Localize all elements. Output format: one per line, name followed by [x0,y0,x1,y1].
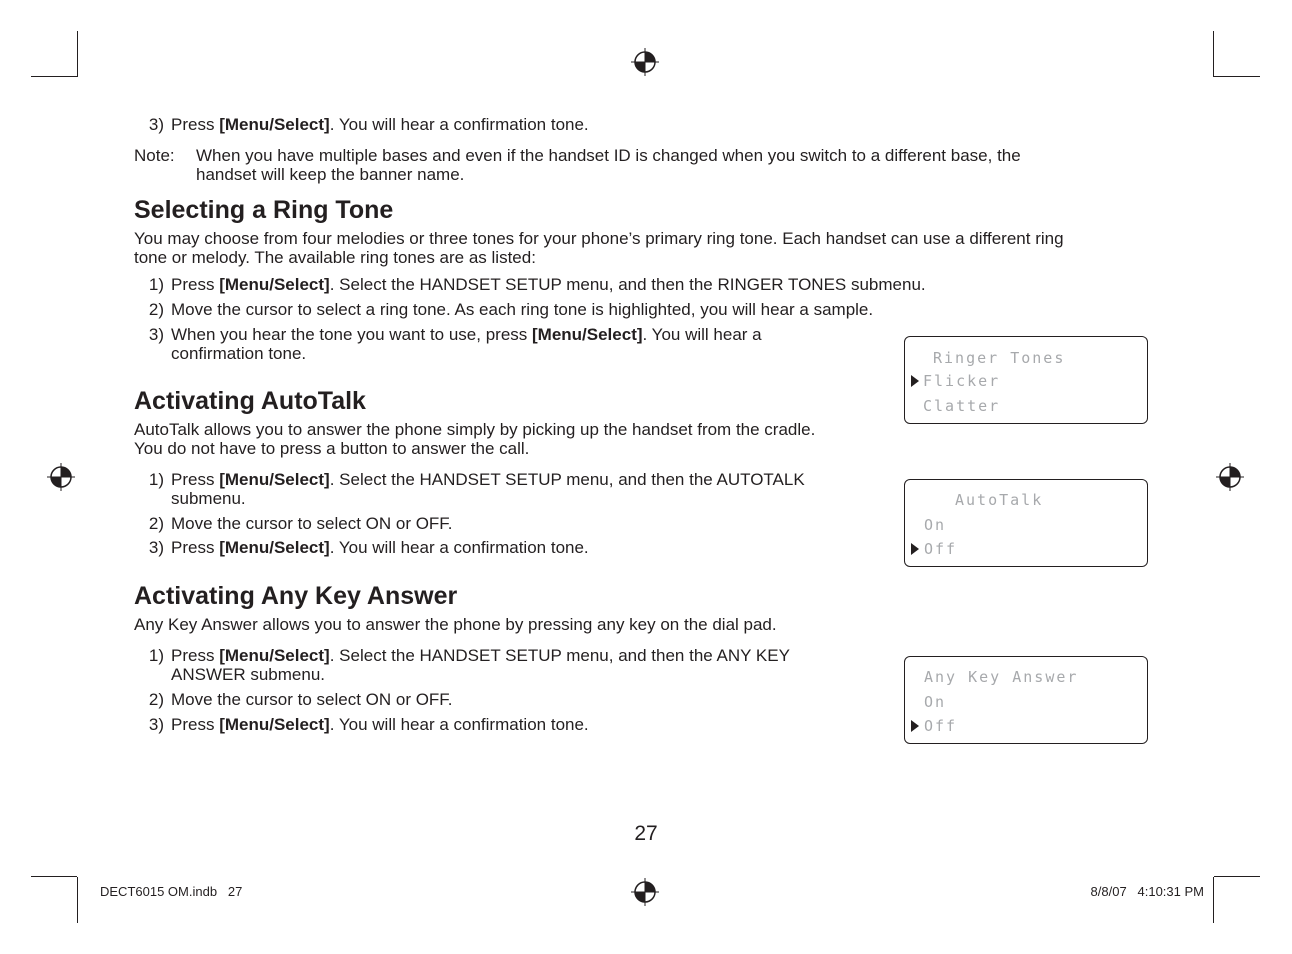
lcd-title: Ringer Tones [933,349,1066,367]
autotalk-paragraph-line1: AutoTalk allows you to answer the phone simply by picking up the handset from the cradle. [134,420,816,439]
lcd-title: AutoTalk [955,491,1044,509]
menu-select-key: [Menu/Select] [219,470,330,489]
crop-mark-bl-horizontal [31,876,77,877]
crop-mark-br-horizontal [1214,876,1260,877]
note-label: Note: [134,146,175,165]
crop-mark-tl-vertical [77,31,78,77]
cursor-arrow-icon [911,543,919,555]
autotalk-paragraph-line2: You do not have to press a button to answer the call. [134,439,530,458]
crop-mark-tr-vertical [1213,31,1214,77]
page-number: 27 [634,822,658,845]
menu-select-key: [Menu/Select] [219,715,330,734]
menu-select-key: [Menu/Select] [532,325,643,344]
crop-mark-bl-vertical [77,877,78,923]
footer-timestamp: 8/8/07 4:10:31 PM [1090,884,1204,899]
registration-mark-right-icon [1216,463,1244,491]
registration-mark-top-icon [631,48,659,76]
menu-select-key: [Menu/Select] [219,646,330,665]
autotalk-lcd-display [904,479,1148,567]
lcd-option-off: Off [924,717,958,735]
ringer-tones-lcd-display [904,336,1148,424]
ring-tone-heading: Selecting a Ring Tone [134,196,394,224]
lcd-title: Any Key Answer [924,668,1079,686]
crop-mark-br-vertical [1213,877,1214,923]
autotalk-heading: Activating AutoTalk [134,387,366,415]
lcd-option-on: On [924,693,947,711]
note-text-line2: handset will keep the banner name. [196,165,465,184]
crop-mark-tl-horizontal [31,76,77,77]
step-number: 3) [148,115,164,134]
note-text-line1: When you have multiple bases and even if the handset ID is changed when you switch to a different base, the [196,146,1021,165]
any-key-answer-lcd-display [904,656,1148,744]
lcd-option-flicker: Flicker [923,372,1001,390]
cursor-arrow-icon [911,375,919,387]
lcd-option-clatter: Clatter [923,397,1001,415]
menu-select-key: [Menu/Select] [219,275,330,294]
lcd-option-on: On [924,516,947,534]
anykey-paragraph: Any Key Answer allows you to answer the phone by pressing any key on the dial pad. [134,615,777,634]
anykey-heading: Activating Any Key Answer [134,582,458,610]
menu-select-key: [Menu/Select] [219,115,330,134]
crop-mark-tr-horizontal [1214,76,1260,77]
registration-mark-bottom-icon [631,878,659,906]
lcd-option-off: Off [924,540,958,558]
ring-tone-paragraph-line2: tone or melody. The available ring tones are as listed: [134,248,536,267]
ring-tone-paragraph-line1: You may choose from four melodies or three tones for your phone’s primary ring tone. Each handset can use a different ring [134,229,1064,248]
registration-mark-left-icon [47,463,75,491]
cursor-arrow-icon [911,720,919,732]
footer-file-info: DECT6015 OM.indb 27 [100,884,243,899]
menu-select-key: [Menu/Select] [219,538,330,557]
